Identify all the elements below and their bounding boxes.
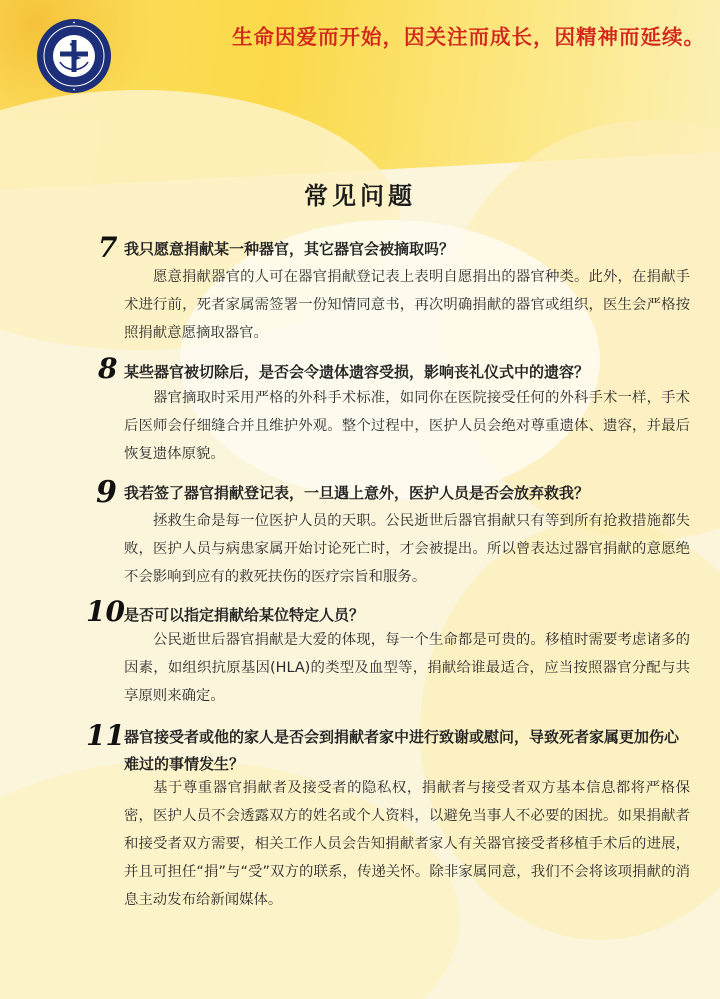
answer-text: 愿意捐献器官的人可在器官捐献登记表上表明自愿捐出的器官种类。此外，在捐献手术进行前，死者家属需签署一份知情同意书，再次明确捐献的器官或组织，医生会严格按照捐献意愿摘取器官。	[124, 269, 690, 341]
question-text: 是否可以指定捐献给某位特定人员？	[124, 606, 365, 624]
answer-text: 器官摘取时采用严格的外科手术标准，如同你在医院接受任何的外科手术一样，手术后医师会仔细缝合并且维护外观。整个过程中，医护人员会绝对尊重遗体、遗容，并最后恢复遗体原貌。	[124, 390, 690, 462]
ministry-of-health-emblem-icon	[36, 18, 112, 94]
question-text: 某些器官被切除后，是否会令遗体遗容受损，影响丧礼仪式中的遗容？	[124, 363, 590, 381]
question-text: 器官接受者或他的家人是否会到捐献者家中进行致谢或慰问，导致死者家属更加伤心难过的事情发生？	[124, 728, 680, 773]
question-number: 7	[98, 231, 118, 264]
question-text: 我若签了器官捐献登记表，一旦遇上意外，医护人员是否会放弃救我？	[124, 484, 590, 502]
question-text: 我只愿意捐献某一种器官，其它器官会被摘取吗？	[124, 240, 455, 258]
answer-text: 拯救生命是每一位医护人员的天职。公民逝世后器官捐献只有等到所有抢救措施都失败，医护人员与病患家属开始讨论死亡时，才会被提出。所以曾表达过器官捐献的意愿绝不会影响到应有的救死扶伤的医疗宗旨和服务。	[124, 513, 690, 585]
question-number: 9	[96, 475, 117, 510]
page-title: 常见问题	[304, 181, 416, 210]
slogan: 生命因爱而开始，因关注而成长，因精神而延续。	[232, 25, 705, 49]
question-number: 10	[86, 595, 125, 628]
answer-text: 基于尊重器官捐献者及接受者的隐私权，捐献者与接受者双方基本信息都将严格保密，医护人员不会透露双方的姓名或个人资料，以避免当事人不必要的困扰。如果捐献者和接受者双方需要，相关工作人员会告知捐献者家人有关器官接受者移植手术后的进展，并且可担任“捐”与“受”双方的联系，传递关怀。除非家属同意，我们不会将该项捐献的消息主动发布给新闻媒体。	[124, 780, 690, 908]
question-number: 8	[98, 352, 118, 385]
question-number: 11	[86, 719, 125, 752]
answer-text: 公民逝世后器官捐献是大爱的体现，每一个生命都是可贵的。移植时需要考虑诸多的因素，如组织抗原基因(HLA)的类型及血型等，捐献给谁最适合，应当按照器官分配与共享原则来确定。	[124, 632, 690, 704]
